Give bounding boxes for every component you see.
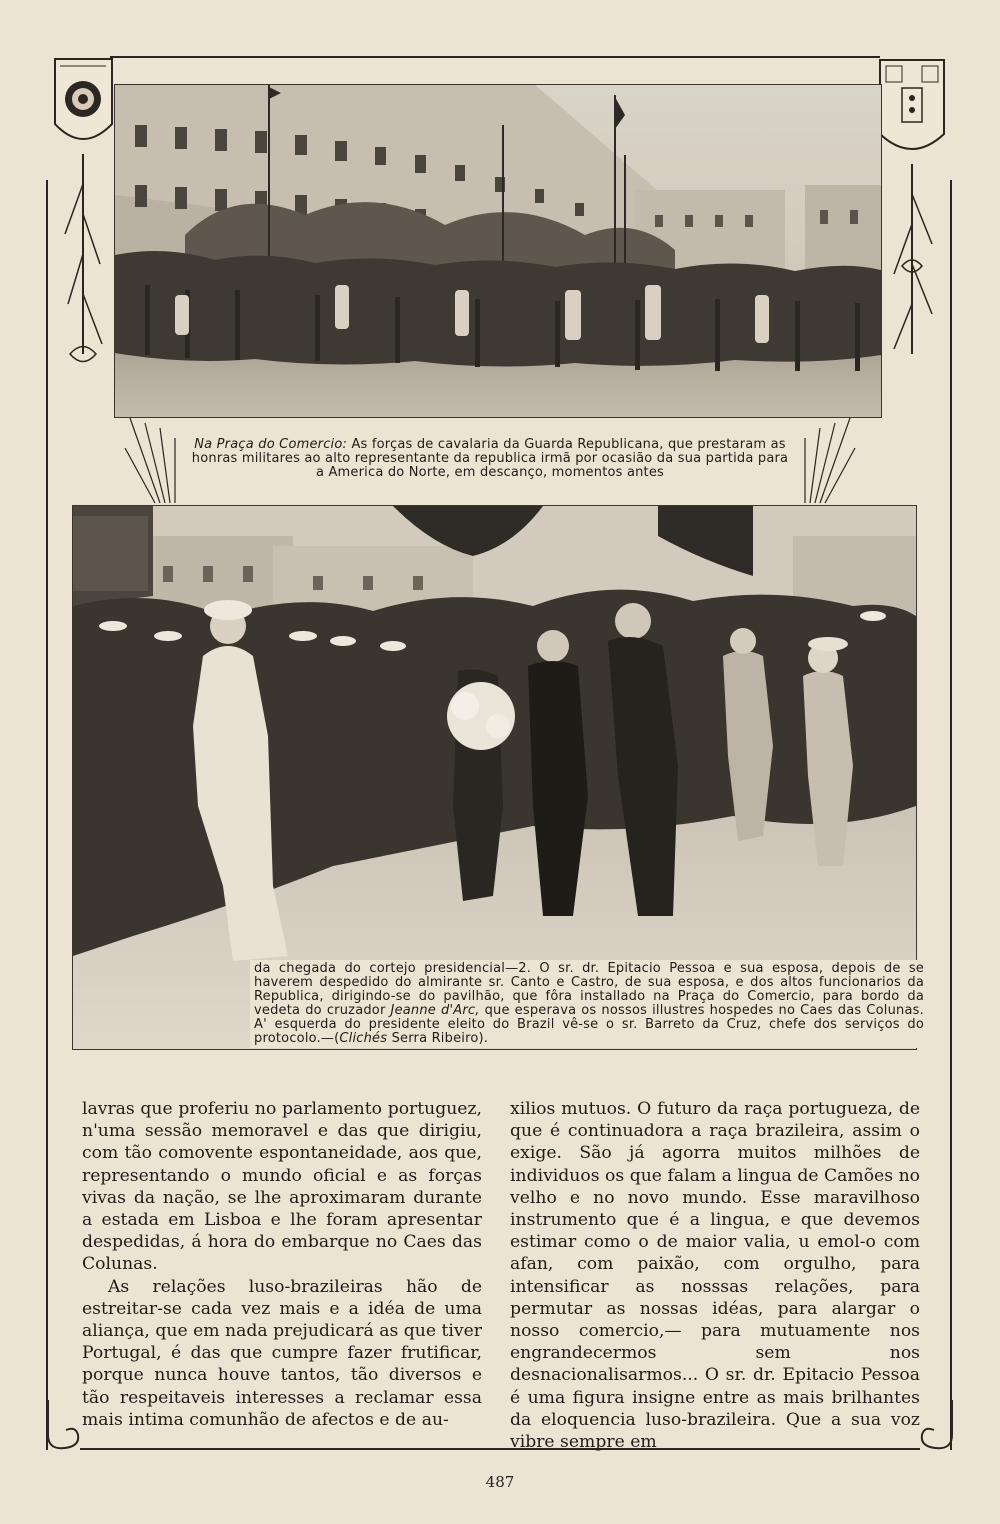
text-column-right: [510, 1098, 920, 1453]
left-paragraph-1: lavras que proferiu no parlamento portuguez, n'uma sessão memoravel e das que dirigiu, com tão comovente espontaneidade, aos que, representando o mundo oficial e as forças vivas da nação, se lhe aproximaram durante a estada em Lisboa e lhe foram apresentar despedidas, á hora do embarque no Caes das Colunas.: [82, 1099, 482, 1275]
bottom-photo-caption: [250, 960, 928, 1048]
cavalry-photo: [114, 84, 882, 418]
caption-cliches: Clichés: [339, 1031, 388, 1046]
caption-lead: Na Praça do Comercio:: [194, 437, 348, 452]
frame-right-rule: [950, 180, 952, 1450]
cavalry-photo-drawing: [115, 85, 881, 417]
right-paragraph-1: xilios mutuos. O futuro da raça portugueza, de que é continuadora a raça brazileira, assim o exige. São já agorra muitos milhões de individuos os que falam a lingua de Camões no velho e no novo mundo. Esse maravilhoso instrumento que é a lingua, e que devemos estimar como o de maior valia, u emol-o com afan, com paixão, com orgulho, para intensificar as nosssas relações, para permutar as nossas idéas, para alargar o nosso comercio,— para mutuamente nos engrandecermos sem nos desnacionalisarmos... O sr. dr. Epitacio Pessoa é uma figura insigne entre as mais brilhantes da eloquencia luso-brazileira. Que a sua voz vibre sempre em: [510, 1099, 920, 1453]
portugal-coat-of-arms-icon: [874, 54, 950, 374]
left-paragraph-2: As relações luso-brazileiras hão de estreitar-se cada vez mais e a idéa de uma aliança, que em nada prejudicará as que tiver Portugal, é das que cumpre fazer frutificar, porque nunca houve tantos, tão diversos e tão respeitaveis interesses a reclamar essa mais intima comunhão de afectos e de au-: [82, 1276, 482, 1430]
text-column-left: [82, 1098, 482, 1431]
frame-top-rule: [110, 56, 880, 58]
grass-ornament-right-icon: [790, 418, 860, 508]
caption-text: As forças de cavalaria da Guarda Republicana, que prestaram as honras militares ao alto representante da republica irmã por ocasião da sua partida para a America do Norte, em descanço, momentos antes: [191, 437, 789, 480]
page-number: 487: [485, 1473, 515, 1491]
brazil-coat-of-arms-icon: [50, 54, 120, 374]
grass-ornament-left-icon: [120, 418, 190, 508]
top-photo-caption: [190, 438, 790, 480]
caption-text-b: que esperava os nossos illustres hospedes no Caes das Colunas. A' esquerda do presidente eleito do Brazil vê-se o sr. Barreto da Cruz, chefe dos serviços do protocolo.—(: [254, 1003, 924, 1046]
caption-ship-name: Jeanne d'Arc,: [390, 1003, 480, 1018]
caption-text-c: Serra Ribeiro).: [391, 1031, 489, 1046]
caption-text-a: da chegada do cortejo presidencial—2. O sr. dr. Epitacio Pessoa e sua esposa, depois de se haverem despedido do almirante sr. Canto e Castro, de sua esposa, e dos altos funcionarios da Republica, dirigindo-se do pavilhão, que fôra installado na Praça do Comercio, para bordo da vedeta do cruzador: [254, 961, 924, 1018]
frame-left-rule: [46, 180, 48, 1450]
